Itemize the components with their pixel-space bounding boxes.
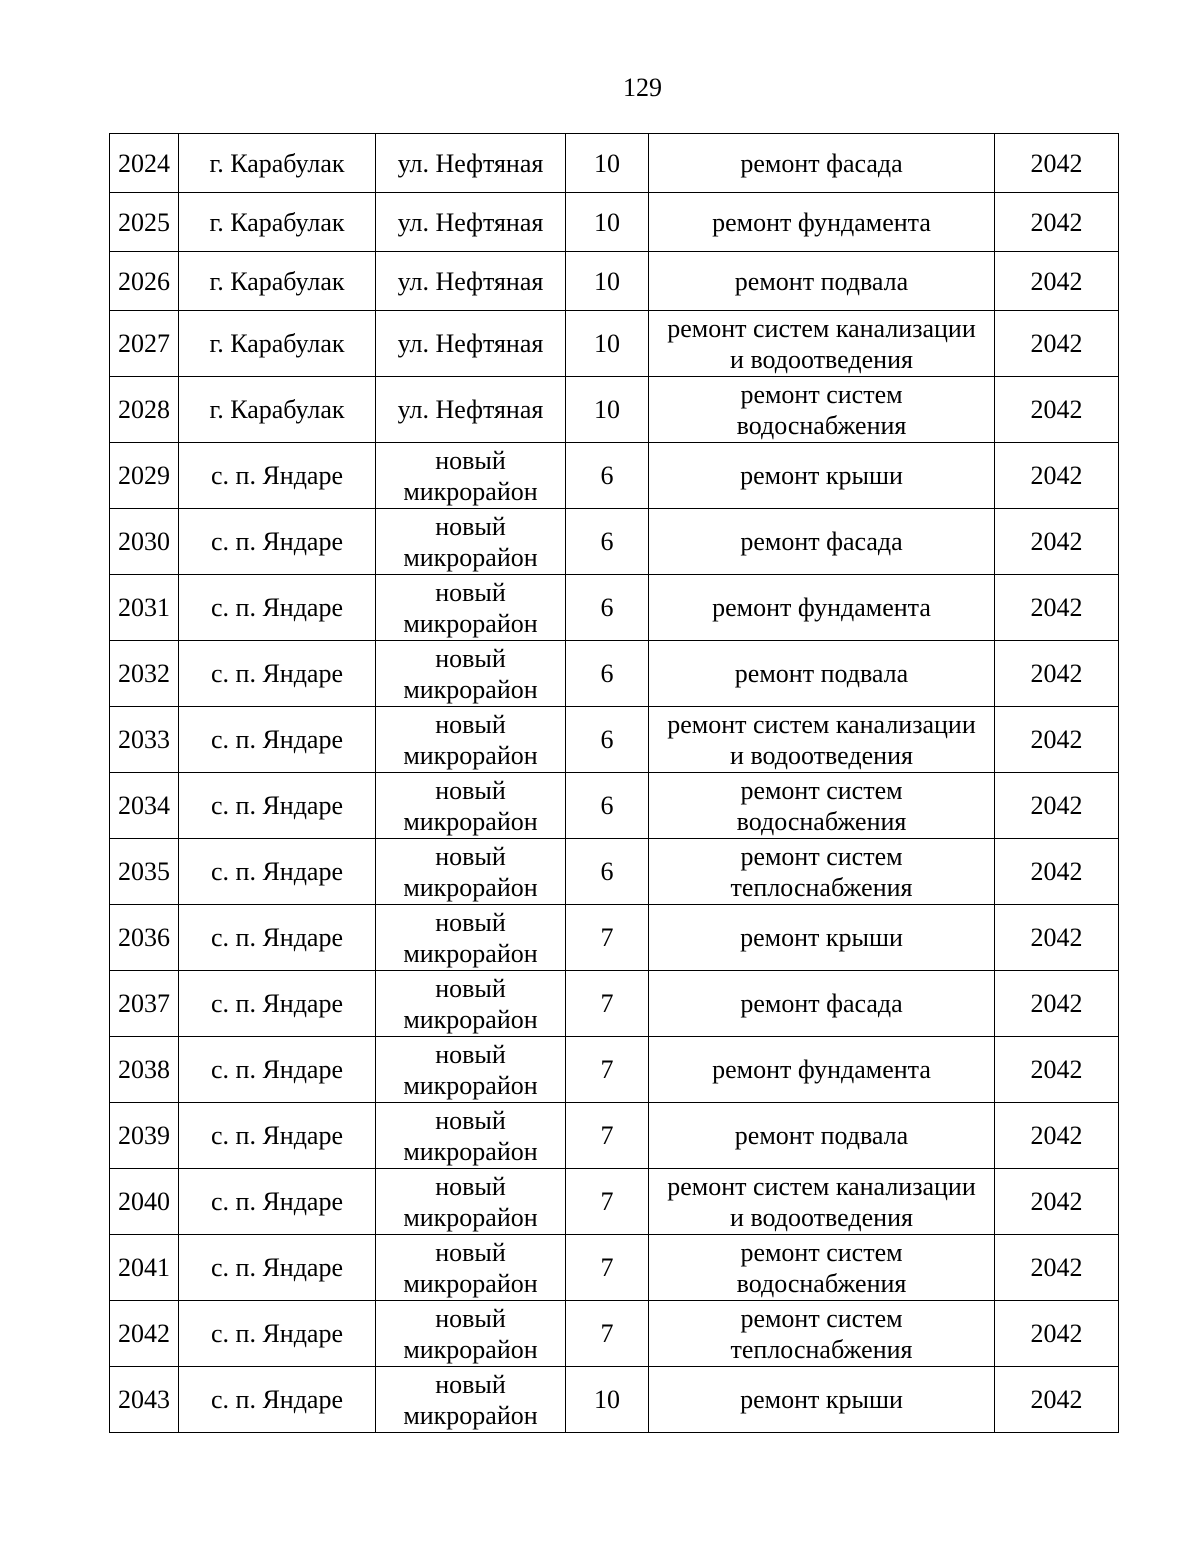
street-cell	[376, 575, 566, 641]
street-cell-line: новый	[435, 841, 506, 871]
row-number-cell-line: 2038	[118, 1055, 170, 1084]
locality-cell-line: с. п. Яндаре	[210, 1319, 344, 1348]
row-number-cell	[110, 641, 179, 707]
house-number-cell-line: 6	[600, 593, 614, 622]
locality-cell	[179, 1037, 376, 1103]
street-cell-line: ул. Нефтяная	[397, 329, 544, 358]
locality-cell-line: г. Карабулак	[209, 207, 345, 237]
house-number-cell	[566, 707, 649, 773]
year-cell-line: 2042	[1030, 266, 1083, 296]
year-cell	[995, 443, 1119, 509]
work-type-cell-line: и водоотведения	[730, 740, 913, 770]
work-type-cell	[649, 1037, 995, 1103]
locality-cell-line: с. п. Яндаре	[210, 989, 344, 1018]
row-number-cell	[110, 1103, 179, 1169]
locality-cell	[179, 773, 376, 839]
street-cell-line: микрорайон	[403, 542, 538, 572]
row-number-cell	[110, 773, 179, 839]
work-type-cell-line: ремонт фасада	[740, 148, 903, 178]
house-number-cell	[566, 1103, 649, 1169]
work-type-cell	[649, 707, 995, 773]
page-number: 129	[623, 73, 662, 102]
work-type-cell	[649, 1235, 995, 1301]
table-row	[110, 1169, 1119, 1235]
house-number-cell-line: 7	[600, 1319, 614, 1348]
street-cell-line: новый	[435, 445, 506, 475]
year-cell-line: 2042	[1030, 1253, 1083, 1282]
house-number-cell-line: 6	[600, 461, 614, 490]
locality-cell	[179, 377, 376, 443]
work-type-cell-line: ремонт фасада	[740, 527, 903, 556]
year-cell-line: 2042	[1030, 659, 1083, 688]
locality-cell	[179, 1235, 376, 1301]
locality-cell	[179, 1169, 376, 1235]
street-cell	[376, 773, 566, 839]
table-row	[110, 905, 1119, 971]
year-cell-line: 2042	[1030, 593, 1083, 622]
house-number-cell	[566, 377, 649, 443]
street-cell-line: микрорайон	[403, 1070, 538, 1100]
locality-cell-line: с. п. Яндаре	[210, 1055, 344, 1084]
year-cell-line: 2042	[1030, 207, 1083, 237]
year-cell-line: 2042	[1030, 148, 1083, 178]
year-cell	[995, 377, 1119, 443]
locality-cell-line: г. Карабулак	[209, 329, 345, 358]
work-type-cell-line: ремонт систем	[740, 379, 903, 409]
year-cell	[995, 707, 1119, 773]
locality-cell	[179, 971, 376, 1037]
street-cell	[376, 641, 566, 707]
street-cell	[376, 1367, 566, 1433]
house-number-cell-line: 6	[600, 857, 614, 886]
year-cell-line: 2042	[1030, 395, 1083, 424]
work-type-cell-line: и водоотведения	[730, 344, 913, 374]
house-number-cell	[566, 1037, 649, 1103]
table-row	[110, 971, 1119, 1037]
street-cell	[376, 377, 566, 443]
locality-cell-line: с. п. Яндаре	[210, 461, 344, 490]
year-cell	[995, 134, 1119, 193]
table-row	[110, 1037, 1119, 1103]
street-cell-line: новый	[435, 643, 506, 673]
locality-cell	[179, 252, 376, 311]
year-cell	[995, 509, 1119, 575]
table-row	[110, 839, 1119, 905]
house-number-cell	[566, 575, 649, 641]
table-row	[110, 641, 1119, 707]
work-type-cell-line: ремонт фундамента	[712, 593, 931, 622]
house-number-cell-line: 7	[600, 989, 614, 1018]
locality-cell-line: с. п. Яндаре	[210, 659, 344, 688]
row-number-cell-line: 2027	[118, 329, 170, 358]
work-type-cell-line: ремонт крыши	[740, 923, 903, 952]
house-number-cell	[566, 971, 649, 1037]
house-number-cell-line: 7	[600, 1253, 614, 1282]
year-cell	[995, 905, 1119, 971]
street-cell	[376, 971, 566, 1037]
table-row	[110, 1301, 1119, 1367]
locality-cell-line: с. п. Яндаре	[210, 923, 344, 952]
row-number-cell	[110, 1301, 179, 1367]
row-number-cell-line: 2040	[118, 1187, 170, 1216]
street-cell	[376, 1301, 566, 1367]
work-type-cell-line: ремонт систем канализации	[667, 1171, 976, 1201]
row-number-cell-line: 2034	[118, 791, 170, 820]
street-cell-line: новый	[435, 775, 506, 805]
year-cell	[995, 641, 1119, 707]
table-row	[110, 1235, 1119, 1301]
work-type-cell-line: ремонт систем	[740, 841, 903, 871]
house-number-cell-line: 7	[600, 923, 614, 952]
street-cell-line: новый	[435, 907, 506, 937]
row-number-cell-line: 2035	[118, 857, 170, 886]
table-row	[110, 773, 1119, 839]
year-cell	[995, 1301, 1119, 1367]
street-cell-line: микрорайон	[403, 872, 538, 902]
year-cell-line: 2042	[1030, 461, 1083, 490]
year-cell	[995, 1037, 1119, 1103]
work-type-cell-line: ремонт фасада	[740, 989, 903, 1018]
street-cell-line: новый	[435, 973, 506, 1003]
street-cell	[376, 839, 566, 905]
work-type-cell	[649, 443, 995, 509]
house-number-cell	[566, 1235, 649, 1301]
row-number-cell	[110, 1169, 179, 1235]
street-cell-line: новый	[435, 1237, 506, 1267]
locality-cell	[179, 443, 376, 509]
house-number-cell	[566, 839, 649, 905]
house-number-cell	[566, 905, 649, 971]
house-number-cell-line: 7	[600, 1121, 614, 1150]
street-cell-line: новый	[435, 1303, 506, 1333]
house-number-cell-line: 10	[594, 395, 620, 424]
house-number-cell	[566, 193, 649, 252]
work-type-cell	[649, 905, 995, 971]
table-row	[110, 252, 1119, 311]
work-type-cell-line: ремонт подвала	[734, 1121, 909, 1150]
street-cell	[376, 134, 566, 193]
house-number-cell-line: 6	[600, 725, 614, 754]
year-cell-line: 2042	[1030, 1385, 1083, 1414]
table-row	[110, 1103, 1119, 1169]
row-number-cell-line: 2033	[118, 725, 170, 754]
work-type-cell	[649, 1367, 995, 1433]
row-number-cell	[110, 134, 179, 193]
street-cell-line: новый	[435, 1039, 506, 1069]
street-cell	[376, 1103, 566, 1169]
row-number-cell-line: 2039	[118, 1121, 170, 1150]
year-cell-line: 2042	[1030, 923, 1083, 952]
locality-cell-line: с. п. Яндаре	[210, 527, 344, 556]
work-type-cell-line: водоснабжения	[736, 410, 907, 440]
street-cell-line: новый	[435, 1105, 506, 1135]
work-type-cell	[649, 311, 995, 377]
locality-cell	[179, 905, 376, 971]
street-cell-line: микрорайон	[403, 1334, 538, 1364]
house-number-cell	[566, 311, 649, 377]
work-type-cell	[649, 134, 995, 193]
street-cell	[376, 443, 566, 509]
street-cell	[376, 252, 566, 311]
locality-cell-line: с. п. Яндаре	[210, 1121, 344, 1150]
locality-cell-line: с. п. Яндаре	[210, 791, 344, 820]
table-row	[110, 707, 1119, 773]
house-number-cell-line: 6	[600, 659, 614, 688]
street-cell-line: микрорайон	[403, 1202, 538, 1232]
street-cell-line: микрорайон	[403, 1136, 538, 1166]
row-number-cell	[110, 252, 179, 311]
house-number-cell-line: 10	[594, 329, 620, 358]
work-type-cell	[649, 377, 995, 443]
house-number-cell	[566, 443, 649, 509]
work-type-cell	[649, 1169, 995, 1235]
year-cell-line: 2042	[1030, 725, 1083, 754]
row-number-cell	[110, 575, 179, 641]
work-type-cell-line: теплоснабжения	[730, 872, 913, 902]
work-type-cell-line: ремонт фундамента	[712, 1055, 931, 1084]
locality-cell-line: с. п. Яндаре	[210, 1187, 344, 1216]
table-row	[110, 377, 1119, 443]
year-cell	[995, 971, 1119, 1037]
house-number-cell	[566, 1301, 649, 1367]
year-cell-line: 2042	[1030, 857, 1083, 886]
work-type-cell	[649, 773, 995, 839]
table-body	[110, 134, 1119, 1433]
year-cell-line: 2042	[1030, 791, 1083, 820]
street-cell	[376, 509, 566, 575]
row-number-cell-line: 2036	[118, 923, 170, 952]
locality-cell-line: с. п. Яндаре	[210, 725, 344, 754]
locality-cell	[179, 509, 376, 575]
house-number-cell-line: 6	[600, 791, 614, 820]
house-number-cell	[566, 252, 649, 311]
row-number-cell	[110, 839, 179, 905]
work-type-cell-line: ремонт систем	[740, 775, 903, 805]
row-number-cell	[110, 443, 179, 509]
work-type-cell-line: ремонт крыши	[740, 461, 903, 490]
work-type-cell	[649, 575, 995, 641]
street-cell	[376, 193, 566, 252]
row-number-cell-line: 2041	[118, 1253, 170, 1282]
street-cell-line: микрорайон	[403, 1268, 538, 1298]
row-number-cell	[110, 905, 179, 971]
street-cell-line: новый	[435, 511, 506, 541]
house-number-cell-line: 10	[594, 266, 620, 296]
locality-cell-line: с. п. Яндаре	[210, 1253, 344, 1282]
locality-cell	[179, 1301, 376, 1367]
house-number-cell-line: 10	[594, 148, 620, 178]
row-number-cell	[110, 1235, 179, 1301]
house-number-cell	[566, 1169, 649, 1235]
street-cell-line: микрорайон	[403, 476, 538, 506]
year-cell-line: 2042	[1030, 1319, 1083, 1348]
house-number-cell-line: 10	[594, 207, 620, 237]
street-cell-line: новый	[435, 1171, 506, 1201]
work-type-cell-line: ремонт систем	[740, 1237, 903, 1267]
street-cell	[376, 1169, 566, 1235]
table-row	[110, 509, 1119, 575]
locality-cell-line: г. Карабулак	[209, 148, 345, 178]
work-type-cell	[649, 252, 995, 311]
work-type-cell	[649, 641, 995, 707]
row-number-cell	[110, 311, 179, 377]
row-number-cell-line: 2024	[118, 148, 170, 178]
table-row	[110, 443, 1119, 509]
locality-cell-line: с. п. Яндаре	[210, 593, 344, 622]
row-number-cell-line: 2026	[118, 266, 170, 296]
house-number-cell	[566, 641, 649, 707]
street-cell	[376, 905, 566, 971]
row-number-cell	[110, 971, 179, 1037]
work-type-cell-line: теплоснабжения	[730, 1334, 913, 1364]
table-row	[110, 1367, 1119, 1433]
locality-cell	[179, 575, 376, 641]
year-cell	[995, 311, 1119, 377]
house-number-cell	[566, 509, 649, 575]
house-number-cell	[566, 1367, 649, 1433]
row-number-cell	[110, 377, 179, 443]
row-number-cell	[110, 509, 179, 575]
year-cell	[995, 1367, 1119, 1433]
street-cell-line: микрорайон	[403, 740, 538, 770]
house-number-cell	[566, 773, 649, 839]
house-number-cell-line: 7	[600, 1055, 614, 1084]
year-cell-line: 2042	[1030, 1055, 1083, 1084]
street-cell-line: новый	[435, 577, 506, 607]
locality-cell-line: г. Карабулак	[209, 266, 345, 296]
work-type-cell	[649, 1301, 995, 1367]
table-row	[110, 311, 1119, 377]
row-number-cell-line: 2032	[118, 659, 170, 688]
locality-cell-line: с. п. Яндаре	[210, 857, 344, 886]
work-type-cell-line: ремонт подвала	[734, 659, 909, 688]
locality-cell	[179, 1367, 376, 1433]
street-cell	[376, 311, 566, 377]
work-type-cell-line: ремонт систем канализации	[667, 313, 976, 343]
row-number-cell-line: 2042	[118, 1319, 170, 1348]
work-type-cell-line: ремонт систем	[740, 1303, 903, 1333]
year-cell-line: 2042	[1030, 989, 1083, 1018]
house-number-cell-line: 6	[600, 527, 614, 556]
work-type-cell-line: ремонт подвала	[734, 266, 909, 296]
table-row	[110, 134, 1119, 193]
work-type-cell	[649, 1103, 995, 1169]
work-type-cell	[649, 509, 995, 575]
work-type-cell-line: ремонт фундамента	[712, 207, 931, 237]
house-number-cell-line: 10	[594, 1385, 620, 1414]
street-cell-line: микрорайон	[403, 1400, 538, 1430]
year-cell-line: 2042	[1030, 1121, 1083, 1150]
locality-cell-line: с. п. Яндаре	[210, 1385, 344, 1414]
year-cell	[995, 1169, 1119, 1235]
row-number-cell-line: 2025	[118, 207, 170, 237]
row-number-cell-line: 2028	[118, 395, 170, 424]
street-cell-line: микрорайон	[403, 674, 538, 704]
locality-cell	[179, 311, 376, 377]
locality-cell	[179, 707, 376, 773]
street-cell-line: микрорайон	[403, 608, 538, 638]
row-number-cell	[110, 193, 179, 252]
work-type-cell-line: и водоотведения	[730, 1202, 913, 1232]
year-cell	[995, 773, 1119, 839]
locality-cell	[179, 839, 376, 905]
street-cell-line: ул. Нефтяная	[397, 395, 544, 424]
work-type-cell-line: водоснабжения	[736, 806, 907, 836]
year-cell	[995, 1235, 1119, 1301]
street-cell-line: ул. Нефтяная	[397, 148, 544, 178]
row-number-cell	[110, 1367, 179, 1433]
year-cell	[995, 193, 1119, 252]
year-cell	[995, 1103, 1119, 1169]
street-cell	[376, 1037, 566, 1103]
locality-cell	[179, 641, 376, 707]
locality-cell	[179, 193, 376, 252]
locality-cell	[179, 134, 376, 193]
street-cell-line: микрорайон	[403, 806, 538, 836]
work-type-cell	[649, 971, 995, 1037]
year-cell	[995, 839, 1119, 905]
row-number-cell-line: 2043	[118, 1385, 170, 1414]
street-cell-line: микрорайон	[403, 938, 538, 968]
year-cell-line: 2042	[1030, 329, 1083, 358]
work-type-cell	[649, 193, 995, 252]
row-number-cell-line: 2037	[118, 989, 170, 1018]
year-cell-line: 2042	[1030, 1187, 1083, 1216]
house-number-cell	[566, 134, 649, 193]
year-cell	[995, 575, 1119, 641]
table-row	[110, 193, 1119, 252]
work-type-cell	[649, 839, 995, 905]
street-cell-line: ул. Нефтяная	[397, 266, 544, 296]
row-number-cell-line: 2030	[118, 527, 170, 556]
row-number-cell-line: 2029	[118, 461, 170, 490]
street-cell	[376, 1235, 566, 1301]
table-row	[110, 575, 1119, 641]
row-number-cell	[110, 707, 179, 773]
year-cell	[995, 252, 1119, 311]
work-type-cell-line: ремонт систем канализации	[667, 709, 976, 739]
street-cell-line: новый	[435, 1369, 506, 1399]
row-number-cell-line: 2031	[118, 593, 170, 622]
locality-cell-line: г. Карабулак	[209, 395, 345, 424]
year-cell-line: 2042	[1030, 527, 1083, 556]
repair-schedule-table	[109, 133, 1119, 1433]
street-cell-line: микрорайон	[403, 1004, 538, 1034]
street-cell	[376, 707, 566, 773]
house-number-cell-line: 7	[600, 1187, 614, 1216]
locality-cell	[179, 1103, 376, 1169]
street-cell-line: ул. Нефтяная	[397, 207, 544, 237]
row-number-cell	[110, 1037, 179, 1103]
work-type-cell-line: водоснабжения	[736, 1268, 907, 1298]
street-cell-line: новый	[435, 709, 506, 739]
work-type-cell-line: ремонт крыши	[740, 1385, 903, 1414]
